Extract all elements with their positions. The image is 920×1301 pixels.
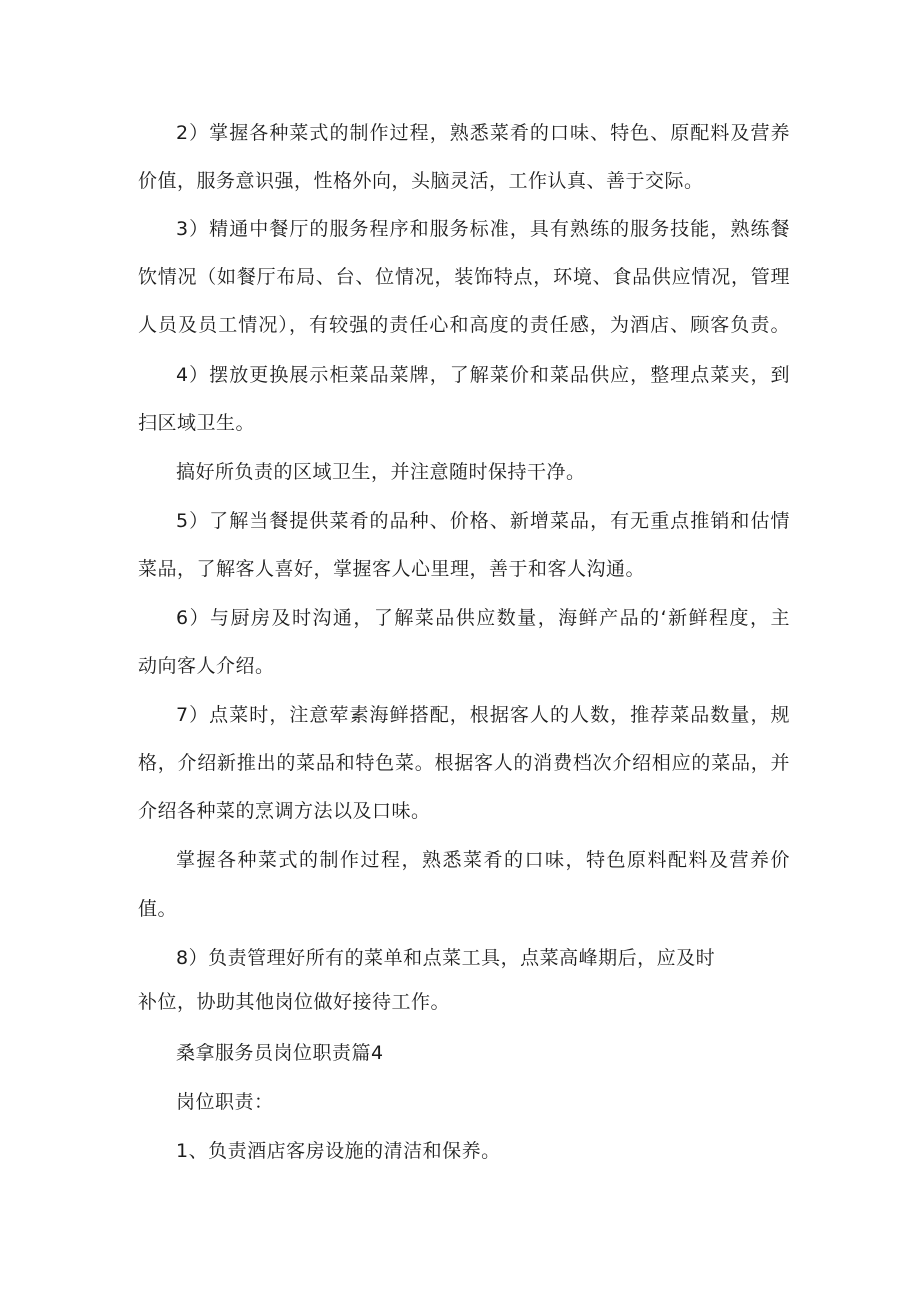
paragraph-line: 补位，协助其他岗位做好接待工作。 bbox=[138, 991, 451, 1013]
paragraph-line: 4）摆放更换展示柜菜品菜牌，了解菜价和菜品供应，整理点菜夹，到 bbox=[176, 364, 790, 386]
paragraph-line: 饮情况（如餐厅布局、台、位情况，装饰特点，环境、食品供应情况，管理 bbox=[138, 266, 790, 288]
paragraph-line: 格，介绍新推出的菜品和特色菜。根据客人的消费档次介绍相应的菜品，并 bbox=[138, 752, 790, 774]
paragraph-line: 动向客人介绍。 bbox=[138, 655, 275, 677]
paragraph-line: 扫区域卫生。 bbox=[138, 412, 256, 434]
paragraph-line: 介绍各种菜的烹调方法以及口味。 bbox=[138, 800, 431, 822]
paragraph-line: 掌握各种菜式的制作过程，熟悉菜肴的口味，特色原料配料及营养价 bbox=[176, 849, 790, 871]
paragraph-line: 搞好所负责的区域卫生，并注意随时保持干净。 bbox=[176, 461, 586, 483]
list-item: 1、负责酒店客房设施的清洁和保养。 bbox=[176, 1140, 501, 1162]
subsection-heading: 岗位职责： bbox=[176, 1091, 274, 1113]
paragraph-line: 5）了解当餐提供菜肴的品种、价格、新增菜品，有无重点推销和估情 bbox=[176, 510, 790, 532]
paragraph-line: 6）与厨房及时沟通，了解菜品供应数量，海鲜产品的‘新鲜程度，主 bbox=[176, 607, 790, 629]
paragraph-line: 3）精通中餐厅的服务程序和服务标准，具有熟练的服务技能，熟练餐 bbox=[176, 218, 790, 240]
paragraph-line: 菜品，了解客人喜好，掌握客人心里理，善于和客人沟通。 bbox=[138, 558, 646, 580]
paragraph-line: 8）负责管理好所有的菜单和点菜工具，点菜高峰期后，应及时 bbox=[176, 947, 716, 969]
paragraph-line: 2）掌握各种菜式的制作过程，熟悉菜肴的口味、特色、原配料及营养 bbox=[176, 122, 790, 144]
paragraph-line: 价值，服务意识强，性格外向，头脑灵活，工作认真、善于交际。 bbox=[138, 170, 704, 192]
section-heading: 桑拿服务员岗位职责篇4 bbox=[176, 1042, 384, 1064]
paragraph-line: 人员及员工情况），有较强的责任心和高度的责任感，为酒店、顾客负责。 bbox=[138, 314, 790, 336]
paragraph-line: 值。 bbox=[138, 898, 178, 920]
paragraph-line: 7）点菜时，注意荤素海鲜搭配，根据客人的人数，推荐菜品数量，规 bbox=[176, 704, 790, 726]
